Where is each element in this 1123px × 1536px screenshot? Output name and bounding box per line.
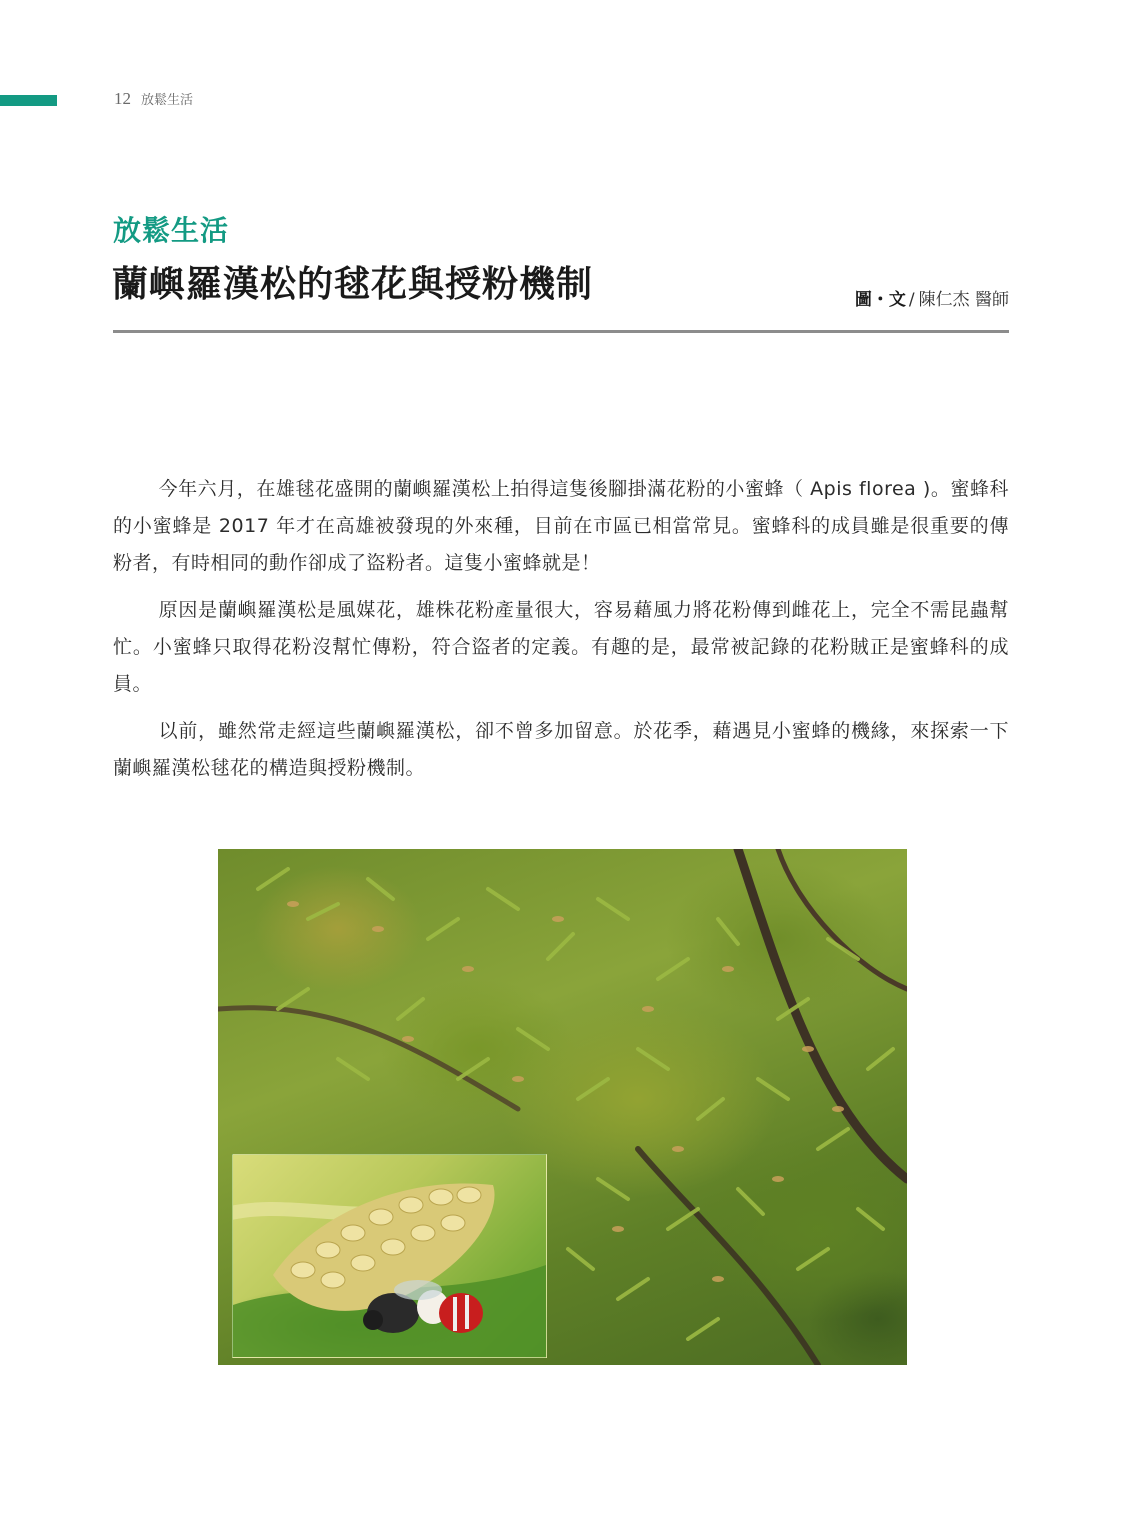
article-title: 蘭嶼羅漢松的毬花與授粉機制 (112, 264, 594, 305)
bee-on-cone-illustration (233, 1155, 546, 1357)
byline-separator: / (908, 290, 915, 310)
paragraph-2: 原因是蘭嶼羅漢松是風媒花，雄株花粉產量很大，容易藉風力將花粉傳到雌花上，完全不需昆蟲幫忙。小蜜蜂只取得花粉沒幫忙傳粉，符合盜者的定義。有趣的是，最常被記錄的花粉賊正是蜜蜂科的成員。 (113, 599, 1009, 695)
byline-author: 陳仁杰 醫師 (918, 290, 1009, 310)
title-divider (113, 330, 1009, 333)
article-body (113, 471, 1009, 797)
byline (855, 285, 1009, 310)
byline-role: 圖・文 (854, 290, 906, 310)
paragraph-3: 以前，雖然常走經這些蘭嶼羅漢松，卻不曾多加留意。於花季，藉遇見小蜜蜂的機緣，來探索一下蘭嶼羅漢松毬花的構造與授粉機制。 (113, 720, 1009, 779)
page-number: 12 (114, 89, 131, 108)
running-title: 放鬆生活 (141, 93, 194, 108)
header-accent-bar (0, 95, 57, 106)
bee-closeup-inset (232, 1154, 547, 1358)
paragraph-1: 今年六月，在雄毬花盛開的蘭嶼羅漢松上拍得這隻後腳掛滿花粉的小蜜蜂（ Apis florea )。蜜蜂科的小蜜蜂是 2017 年才在高雄被發現的外來種，目前在市區已相當常見。蜜蜂科的成員雖是很重要的傳粉者，有時相同的動作卻成了盜粉者。這隻小蜜蜂就是！ (113, 478, 1009, 574)
section-label: 放鬆生活 (113, 214, 230, 247)
running-header (114, 89, 193, 109)
podocarpus-tree-photo (218, 849, 907, 1365)
